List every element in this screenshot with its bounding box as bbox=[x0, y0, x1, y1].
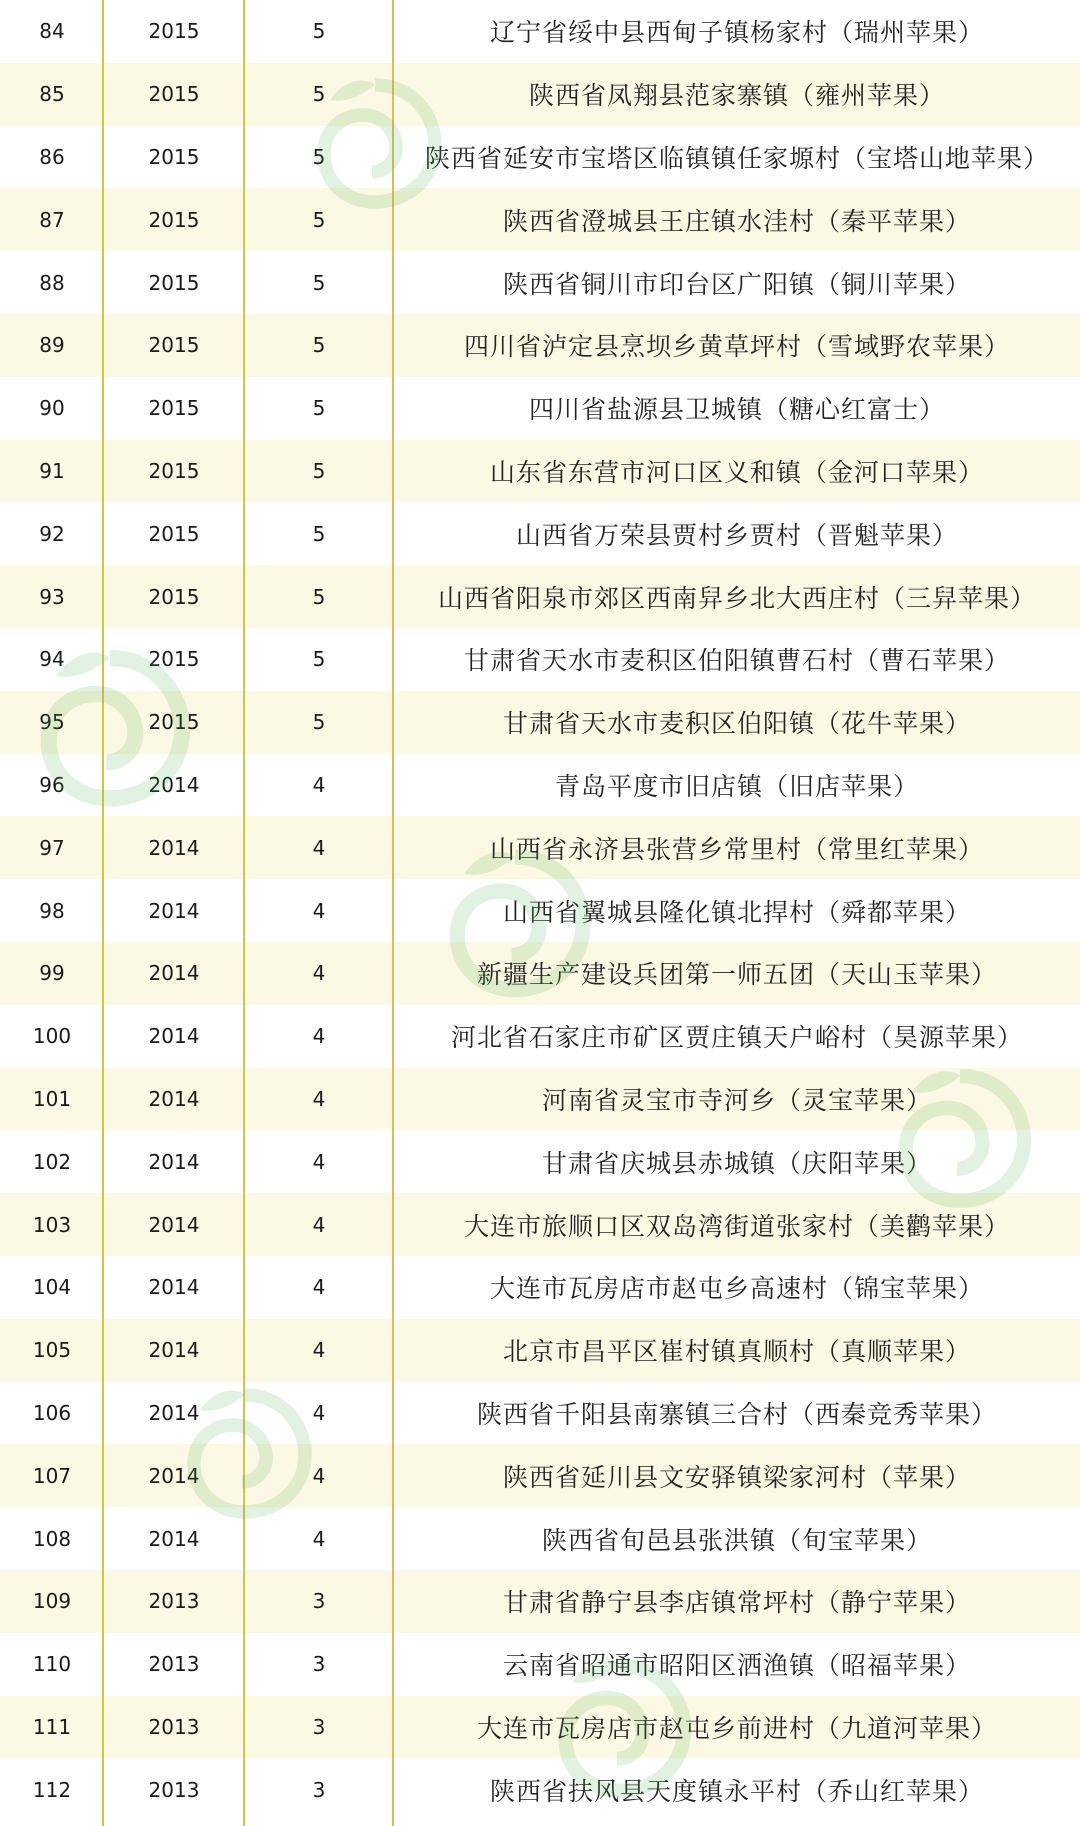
table-row bbox=[0, 440, 1080, 503]
place-cell: 四川省盐源县卫城镇（糖心红富士） bbox=[528, 395, 945, 425]
place-cell: 新疆生产建设兵团第一师五团（天山玉苹果） bbox=[476, 960, 997, 990]
year-cell: 2015 bbox=[148, 647, 200, 672]
score-cell: 3 bbox=[312, 1652, 326, 1677]
row-number-cell: 84 bbox=[39, 19, 65, 44]
year-cell: 2015 bbox=[148, 521, 200, 546]
table-row bbox=[0, 879, 1080, 942]
row-number-cell: 100 bbox=[32, 1024, 72, 1049]
place-cell: 四川省泸定县烹坝乡黄草坪村（雪域野农苹果） bbox=[463, 332, 1010, 362]
place-cell: 山西省翼城县隆化镇北捍村（舜都苹果） bbox=[502, 897, 971, 927]
table-row bbox=[0, 1193, 1080, 1256]
table-row bbox=[0, 1005, 1080, 1068]
year-cell: 2013 bbox=[148, 1589, 200, 1614]
table-row bbox=[0, 1256, 1080, 1319]
place-cell: 陕西省扶风县天度镇永平村（乔山红苹果） bbox=[489, 1776, 984, 1806]
row-number-cell: 106 bbox=[32, 1400, 72, 1425]
score-cell: 4 bbox=[312, 1275, 326, 1300]
score-cell: 4 bbox=[312, 835, 326, 860]
score-cell: 4 bbox=[312, 1338, 326, 1363]
score-cell: 3 bbox=[312, 1714, 326, 1739]
year-cell: 2014 bbox=[148, 1086, 200, 1111]
table-row bbox=[0, 1068, 1080, 1131]
table-row bbox=[0, 1382, 1080, 1445]
table-row bbox=[0, 1633, 1080, 1696]
row-number-cell: 93 bbox=[39, 584, 65, 609]
year-cell: 2015 bbox=[148, 82, 200, 107]
year-cell: 2014 bbox=[148, 1212, 200, 1237]
year-cell: 2014 bbox=[148, 1275, 200, 1300]
place-cell: 青岛平度市旧店镇（旧店苹果） bbox=[554, 771, 919, 801]
score-cell: 5 bbox=[312, 647, 326, 672]
table-row bbox=[0, 565, 1080, 628]
score-cell: 5 bbox=[312, 710, 326, 735]
column-divider bbox=[102, 0, 104, 1826]
place-cell: 山西省万荣县贾村乡贾村（晋魁苹果） bbox=[515, 520, 958, 550]
score-cell: 5 bbox=[312, 144, 326, 169]
row-number-cell: 101 bbox=[32, 1086, 72, 1111]
place-cell: 河南省灵宝市寺河乡（灵宝苹果） bbox=[541, 1085, 932, 1115]
year-cell: 2015 bbox=[148, 710, 200, 735]
score-cell: 5 bbox=[312, 82, 326, 107]
year-cell: 2015 bbox=[148, 270, 200, 295]
place-cell: 辽宁省绥中县西甸子镇杨家村（瑞州苹果） bbox=[489, 18, 984, 48]
year-cell: 2015 bbox=[148, 19, 200, 44]
table-row bbox=[0, 1444, 1080, 1507]
table-row bbox=[0, 502, 1080, 565]
row-number-cell: 88 bbox=[39, 270, 65, 295]
year-cell: 2015 bbox=[148, 333, 200, 358]
score-cell: 3 bbox=[312, 1777, 326, 1802]
place-cell: 山西省阳泉市郊区西南舁乡北大西庄村（三舁苹果） bbox=[437, 583, 1036, 613]
year-cell: 2014 bbox=[148, 898, 200, 923]
place-cell: 甘肃省天水市麦积区伯阳镇曹石村（曹石苹果） bbox=[463, 646, 1010, 676]
row-number-cell: 112 bbox=[32, 1777, 72, 1802]
row-number-cell: 97 bbox=[39, 835, 65, 860]
table-row bbox=[0, 691, 1080, 754]
row-number-cell: 109 bbox=[32, 1589, 72, 1614]
year-cell: 2014 bbox=[148, 1463, 200, 1488]
row-number-cell: 92 bbox=[39, 521, 65, 546]
column-divider bbox=[392, 0, 394, 1826]
score-cell: 4 bbox=[312, 961, 326, 986]
place-cell: 云南省昭通市昭阳区洒渔镇（昭福苹果） bbox=[502, 1651, 971, 1681]
table-row bbox=[0, 377, 1080, 440]
score-cell: 5 bbox=[312, 19, 326, 44]
table-row bbox=[0, 816, 1080, 879]
row-number-cell: 94 bbox=[39, 647, 65, 672]
place-cell: 陕西省延安市宝塔区临镇镇任家塬村（宝塔山地苹果） bbox=[424, 143, 1049, 173]
row-number-cell: 98 bbox=[39, 898, 65, 923]
year-cell: 2015 bbox=[148, 584, 200, 609]
place-cell: 甘肃省静宁县李店镇常坪村（静宁苹果） bbox=[502, 1588, 971, 1618]
score-cell: 4 bbox=[312, 1400, 326, 1425]
score-cell: 4 bbox=[312, 1526, 326, 1551]
table-row bbox=[0, 1758, 1080, 1821]
row-number-cell: 90 bbox=[39, 396, 65, 421]
table-row bbox=[0, 942, 1080, 1005]
year-cell: 2014 bbox=[148, 1400, 200, 1425]
row-number-cell: 96 bbox=[39, 772, 65, 797]
row-number-cell: 87 bbox=[39, 207, 65, 232]
place-cell: 陕西省千阳县南寨镇三合村（西秦竞秀苹果） bbox=[476, 1399, 997, 1429]
score-cell: 4 bbox=[312, 1212, 326, 1237]
place-cell: 大连市瓦房店市赵屯乡高速村（锦宝苹果） bbox=[489, 1274, 984, 1304]
table-row bbox=[0, 628, 1080, 691]
year-cell: 2013 bbox=[148, 1714, 200, 1739]
table-row bbox=[0, 1507, 1080, 1570]
row-number-cell: 99 bbox=[39, 961, 65, 986]
score-cell: 4 bbox=[312, 1024, 326, 1049]
year-cell: 2015 bbox=[148, 396, 200, 421]
place-cell: 大连市瓦房店市赵屯乡前进村（九道河苹果） bbox=[476, 1713, 997, 1743]
score-cell: 4 bbox=[312, 898, 326, 923]
year-cell: 2015 bbox=[148, 207, 200, 232]
row-number-cell: 103 bbox=[32, 1212, 72, 1237]
table-row bbox=[0, 251, 1080, 314]
table-row bbox=[0, 188, 1080, 251]
place-cell: 山西省永济县张营乡常里村（常里红苹果） bbox=[489, 834, 984, 864]
place-cell: 陕西省延川县文安驿镇梁家河村（苹果） bbox=[502, 1462, 971, 1492]
table-row bbox=[0, 126, 1080, 189]
place-cell: 陕西省凤翔县范家寨镇（雍州苹果） bbox=[528, 81, 945, 111]
place-cell: 山东省东营市河口区义和镇（金河口苹果） bbox=[489, 457, 984, 487]
score-cell: 4 bbox=[312, 1463, 326, 1488]
year-cell: 2013 bbox=[148, 1652, 200, 1677]
score-cell: 5 bbox=[312, 333, 326, 358]
year-cell: 2015 bbox=[148, 144, 200, 169]
table-row bbox=[0, 63, 1080, 126]
table-row bbox=[0, 0, 1080, 63]
table-row bbox=[0, 1319, 1080, 1382]
year-cell: 2014 bbox=[148, 961, 200, 986]
table-row bbox=[0, 314, 1080, 377]
year-cell: 2015 bbox=[148, 458, 200, 483]
year-cell: 2014 bbox=[148, 835, 200, 860]
place-cell: 大连市旅顺口区双岛湾街道张家村（美鹳苹果） bbox=[463, 1211, 1010, 1241]
row-number-cell: 105 bbox=[32, 1338, 72, 1363]
score-cell: 5 bbox=[312, 270, 326, 295]
row-number-cell: 111 bbox=[32, 1714, 72, 1739]
row-number-cell: 91 bbox=[39, 458, 65, 483]
place-cell: 陕西省旬邑县张洪镇（旬宝苹果） bbox=[541, 1525, 932, 1555]
year-cell: 2014 bbox=[148, 1338, 200, 1363]
place-cell: 陕西省澄城县王庄镇水洼村（秦平苹果） bbox=[502, 206, 971, 236]
year-cell: 2014 bbox=[148, 772, 200, 797]
score-cell: 4 bbox=[312, 1149, 326, 1174]
table-row bbox=[0, 1570, 1080, 1633]
score-cell: 3 bbox=[312, 1589, 326, 1614]
place-cell: 北京市昌平区崔村镇真顺村（真顺苹果） bbox=[502, 1337, 971, 1367]
row-number-cell: 86 bbox=[39, 144, 65, 169]
score-cell: 5 bbox=[312, 458, 326, 483]
place-cell: 河北省石家庄市矿区贾庄镇天户峪村（昊源苹果） bbox=[450, 1023, 1023, 1053]
place-cell: 甘肃省庆城县赤城镇（庆阳苹果） bbox=[541, 1148, 932, 1178]
row-number-cell: 110 bbox=[32, 1652, 72, 1677]
table-row bbox=[0, 1130, 1080, 1193]
row-number-cell: 104 bbox=[32, 1275, 72, 1300]
year-cell: 2014 bbox=[148, 1526, 200, 1551]
place-cell: 陕西省铜川市印台区广阳镇（铜川苹果） bbox=[502, 269, 971, 299]
column-divider bbox=[243, 0, 245, 1826]
year-cell: 2014 bbox=[148, 1149, 200, 1174]
year-cell: 2014 bbox=[148, 1024, 200, 1049]
row-number-cell: 108 bbox=[32, 1526, 72, 1551]
year-cell: 2013 bbox=[148, 1777, 200, 1802]
row-number-cell: 95 bbox=[39, 710, 65, 735]
place-cell: 甘肃省天水市麦积区伯阳镇（花牛苹果） bbox=[502, 709, 971, 739]
score-cell: 5 bbox=[312, 207, 326, 232]
score-cell: 5 bbox=[312, 584, 326, 609]
row-number-cell: 102 bbox=[32, 1149, 72, 1174]
table-row bbox=[0, 754, 1080, 817]
score-cell: 4 bbox=[312, 772, 326, 797]
score-cell: 5 bbox=[312, 521, 326, 546]
table-row bbox=[0, 1696, 1080, 1759]
score-cell: 5 bbox=[312, 396, 326, 421]
score-cell: 4 bbox=[312, 1086, 326, 1111]
row-number-cell: 85 bbox=[39, 82, 65, 107]
row-number-cell: 107 bbox=[32, 1463, 72, 1488]
row-number-cell: 89 bbox=[39, 333, 65, 358]
